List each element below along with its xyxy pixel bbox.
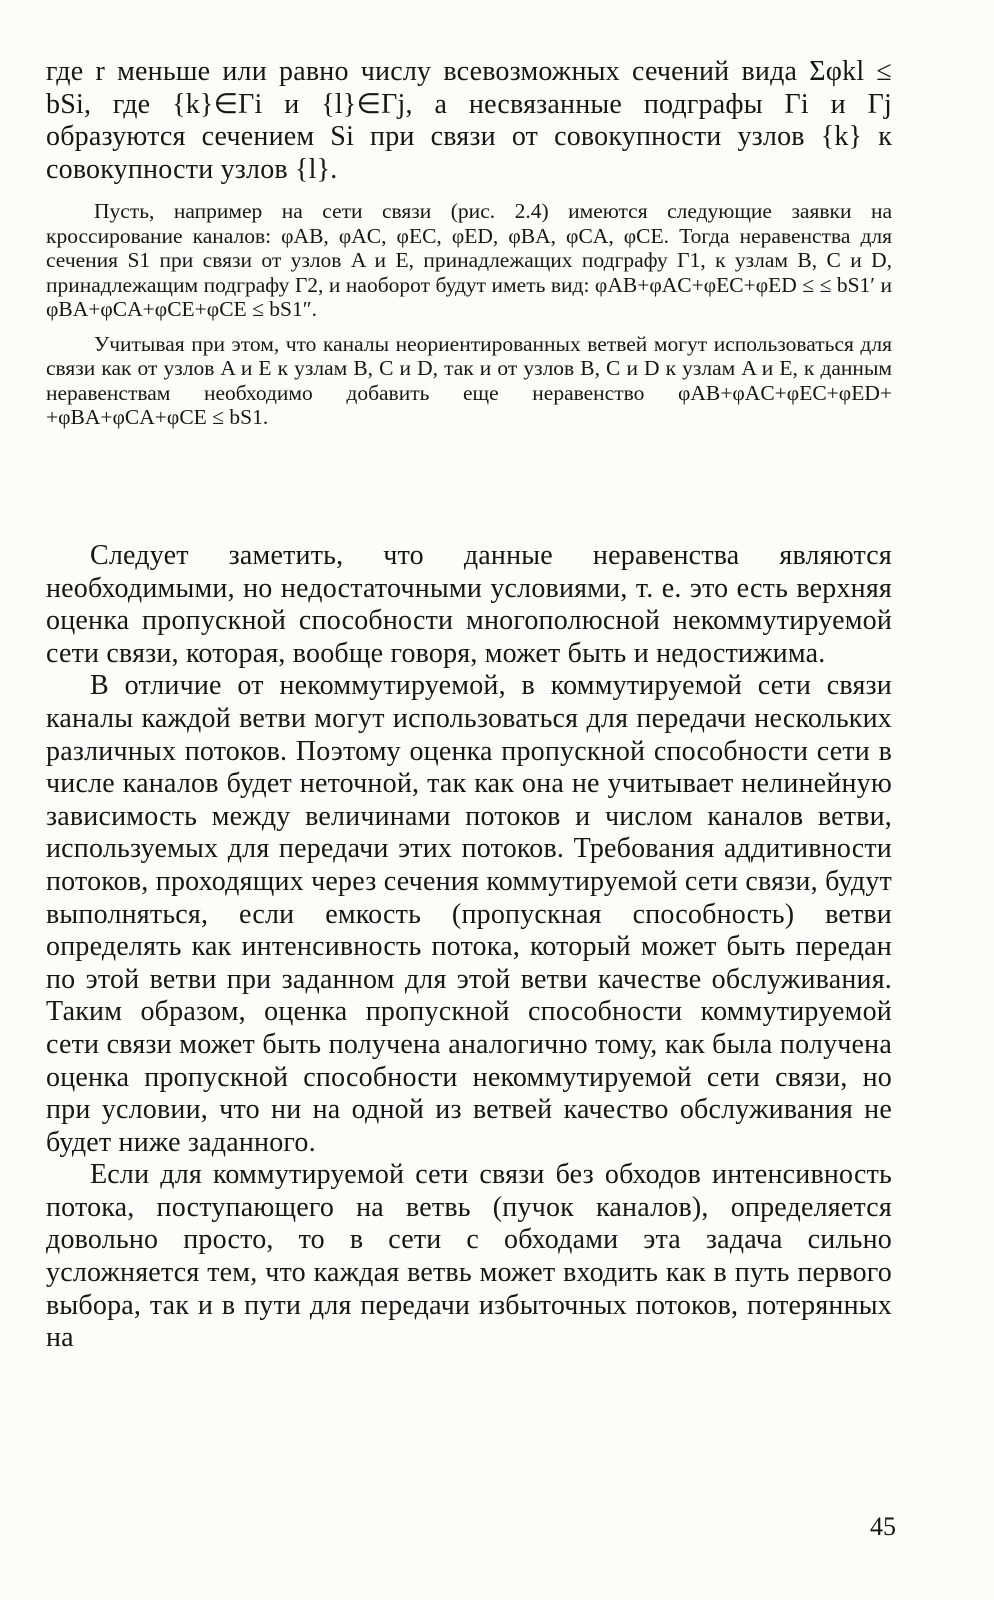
main-paragraph-2: В отличие от некоммутируемой, в коммутируемой сети связи каналы каждой ветви могут использоваться для передачи нескольких различных потоков. Поэтому оценка пропускной способности сети в числе каналов будет неточной, так как она не учитывает нелинейную зависимость между величинами потоков и числом каналов ветви, используемых для передачи этих потоков. Требования аддитивности потоков, проходящих через сечения коммутируемой сети связи, будут выполняться, если емкость (пропускная способность) ветви определять как интенсивность потока, который может быть передан по этой ветви при заданном для этой ветви качестве обслуживания. Таким образом, оценка пропускной способности коммутируемой сети связи может быть получена аналогично тому, как была получена оценка пропускной способности некоммутируемой сети связи, но при условии, что ни на одной из ветвей качество обслуживания не будет ниже заданного. <box>46 670 892 1158</box>
main-paragraph-3: Если для коммутируемой сети связи без обходов интенсивность потока, поступающего на ветвь (пучок каналов), определяется довольно просто, то в сети с обходами эта задача сильно усложняется тем, что каждая ветвь может входить как в путь первого выбора, так и в пути для передачи избыточных потоков, потерянных на <box>46 1159 892 1354</box>
page-number: 45 <box>870 1512 896 1541</box>
note-paragraph-1: Пусть, например на сети связи (рис. 2.4) имеются следующие заявки на кроссирование каналов: φAB, φAC, φEC, φED, φBA, φCA, φCE. Тогда неравенства для сечения S1 при связи от узлов A и E, принадлежащих подграфу Γ1, к узлам B, C и D, принадлежащим подграфу Γ2, и наоборот будут иметь вид: φAB+φAC+φEC+φED ≤ ≤ bS1′ и φBA+φCA+φCE+φCE ≤ bS1″. <box>46 199 892 321</box>
top-paragraph-block <box>46 56 892 186</box>
example-note-block <box>46 199 892 430</box>
main-paragraph-1: Следует заметить, что данные неравенства являются необходимыми, но недостаточными условиями, т. е. это есть верхняя оценка пропускной способности многополюсной некоммутируемой сети связи, которая, вообще говоря, может быть и недостижима. <box>46 540 892 669</box>
top-paragraph: где r меньше или равно числу всевозможных сечений вида Σφkl ≤ bSi, где {k}∈Γi и {l}∈Γj, а несвязанные подграфы Γi и Γj образуются сечением Si при связи от совокупности узлов {k} к совокупности узлов {l}. <box>46 56 892 185</box>
note-paragraph-2: Учитывая при этом, что каналы неориентированных ветвей могут использоваться для связи как от узлов A и E к узлам B, C и D, так и от узлов B, C и D к узлам A и E, к данным неравенствам необходимо добавить еще неравенство φAB+φAC+φEC+φED+ +φBA+φCA+φCE ≤ bS1. <box>46 331 892 429</box>
main-text-block <box>46 540 892 1355</box>
